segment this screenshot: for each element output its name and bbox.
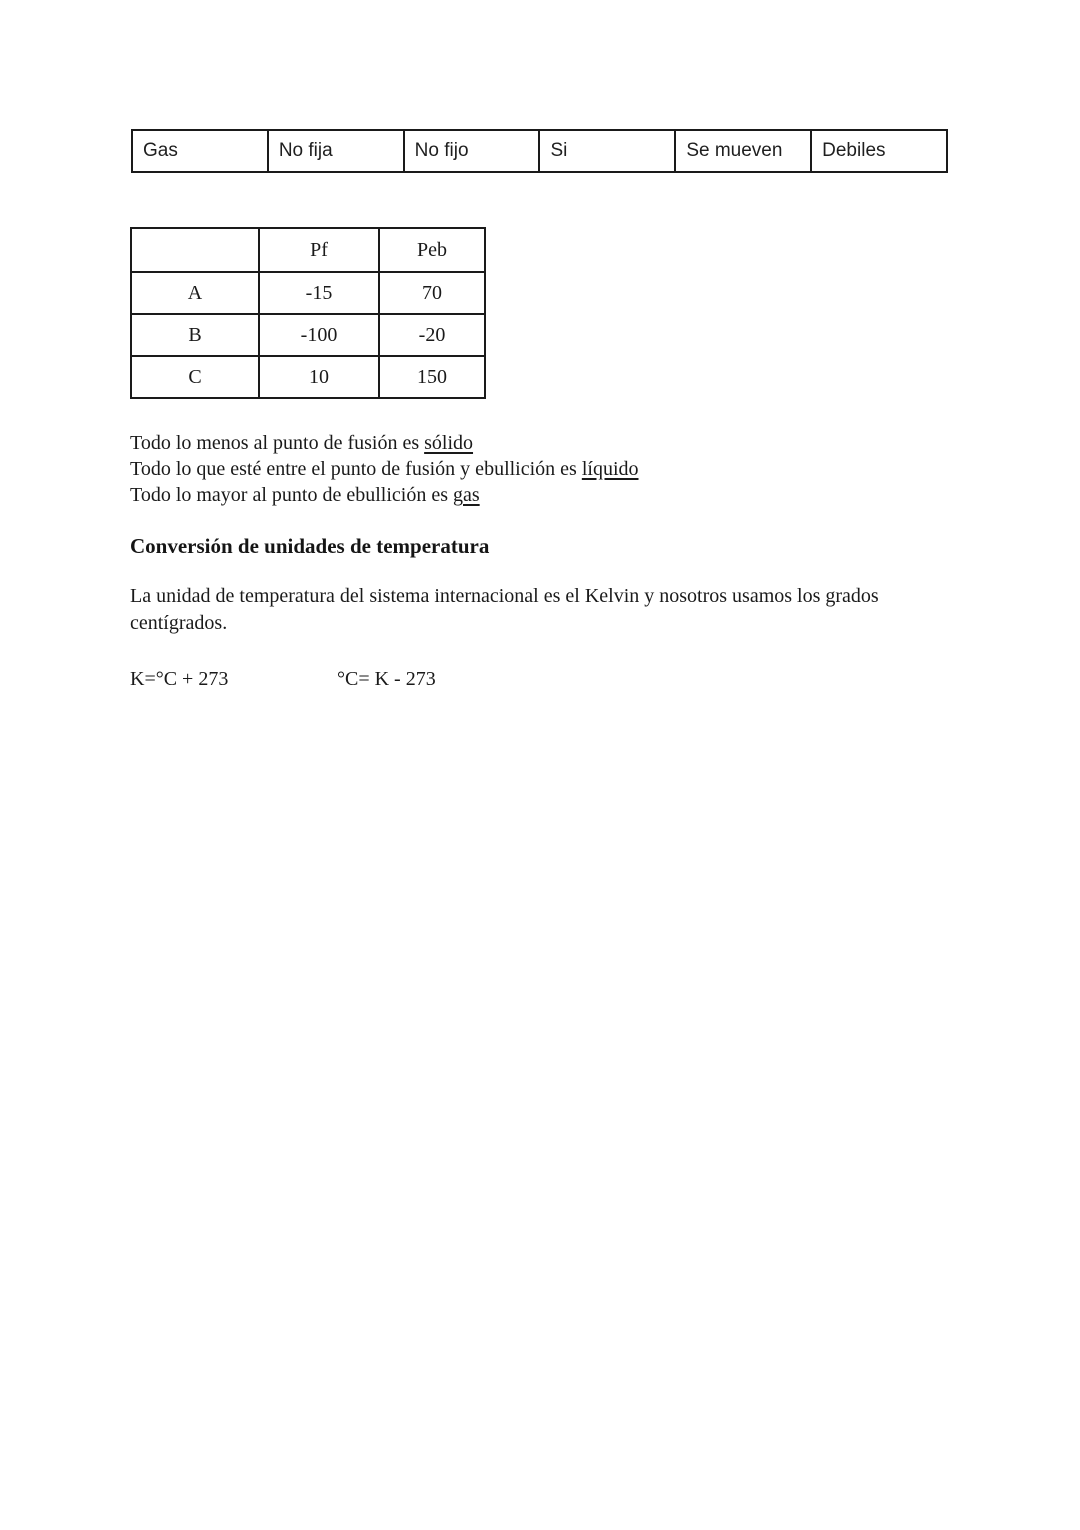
- volume-cell: No fijo: [403, 131, 539, 171]
- peb-header-cell: Peb: [378, 229, 484, 271]
- row-c-peb: 150: [378, 355, 484, 397]
- celsius-formula: °C= K - 273: [337, 668, 436, 690]
- section-heading: Conversión de unidades de temperatura: [130, 534, 490, 558]
- shape-cell: No fija: [267, 131, 403, 171]
- compressible-cell: Si: [538, 131, 674, 171]
- corner-header-cell: [132, 229, 258, 271]
- states-properties-table-row: [131, 129, 948, 173]
- note-text: Todo lo mayor al punto de ebullición es: [130, 484, 453, 506]
- state-rules-notes: [130, 430, 960, 508]
- row-a-peb: 70: [378, 271, 484, 313]
- conversion-formulas: [130, 668, 436, 691]
- pf-header-cell: Pf: [258, 229, 378, 271]
- row-a-label: A: [132, 271, 258, 313]
- note-line-solid: [130, 430, 960, 456]
- row-b-peb: -20: [378, 313, 484, 355]
- note-text: Todo lo menos al punto de fusión es: [130, 432, 425, 454]
- row-c-pf: 10: [258, 355, 378, 397]
- note-line-gas: [130, 482, 960, 508]
- gas-state-cell: Gas: [143, 140, 178, 161]
- note-underlined-term: gas: [452, 484, 480, 506]
- row-b-pf: -100: [258, 313, 378, 355]
- particles-motion-cell: Se mueven: [674, 131, 810, 171]
- note-text: Todo lo que esté entre el punto de fusión y ebullición es: [130, 458, 582, 480]
- note-underlined-term: sólido: [424, 432, 474, 454]
- kelvin-formula: K=°C + 273: [130, 668, 229, 690]
- row-b-label: B: [132, 313, 258, 355]
- melting-boiling-points-table: [130, 227, 486, 399]
- section-paragraph: La unidad de temperatura del sistema internacional es el Kelvin y nosotros usamos los grados centígrados.: [130, 585, 879, 634]
- note-underlined-term: líquido: [581, 458, 639, 480]
- row-a-pf: -15: [258, 271, 378, 313]
- note-line-liquid: [130, 456, 960, 482]
- forces-cell: Debiles: [810, 131, 946, 171]
- row-c-label: C: [132, 355, 258, 397]
